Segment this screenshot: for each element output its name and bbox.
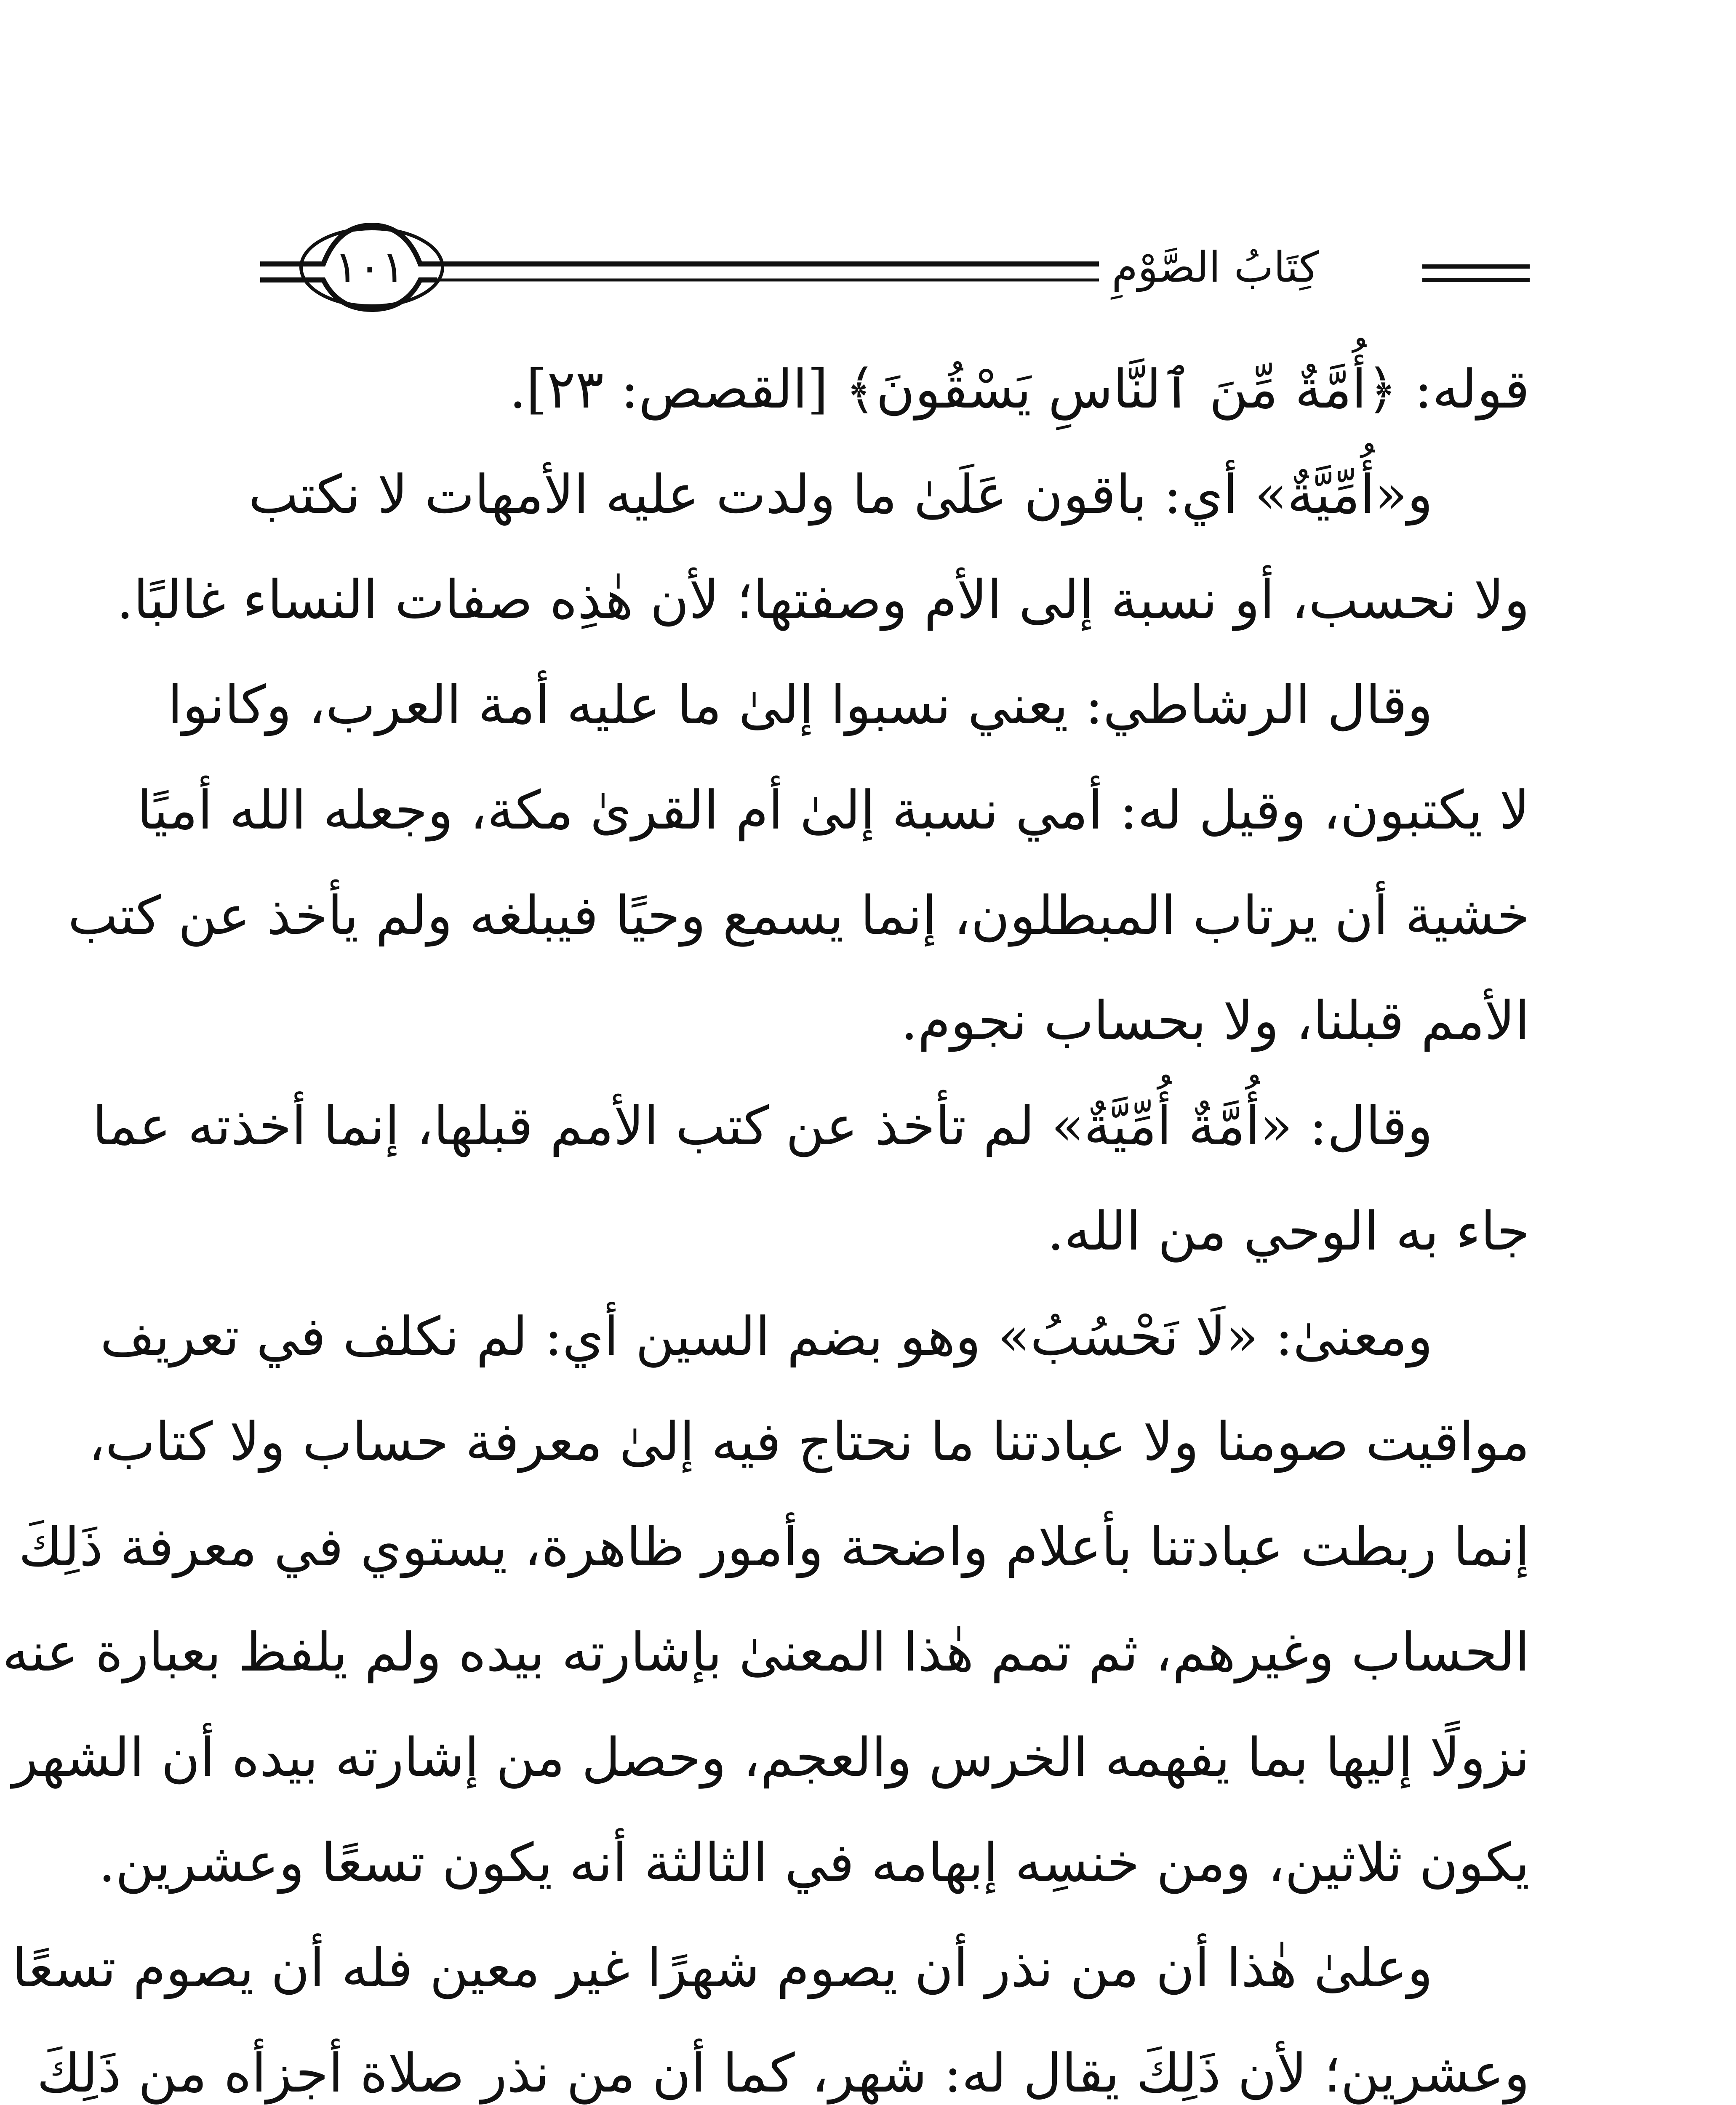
- text-line: جاء به الوحي من الله.: [1047, 1200, 1530, 1262]
- text-line: يكون ثلاثين، ومن خنسِه إبهامه في الثالثة أنه يكون تسعًا وعشرين.: [99, 1832, 1530, 1894]
- page-header: [260, 217, 1530, 318]
- text-line: وعلىٰ هٰذا أن من نذر أن يصوم شهرًا غير معين فله أن يصوم تسعًا: [12, 1937, 1433, 1999]
- running-title: كِتَابُ الصَّوْمِ: [1099, 234, 1332, 301]
- page-number: ١٠١: [334, 241, 405, 293]
- page-body: [2, 337, 1530, 2105]
- text-line: الأمم قبلنا، ولا بحساب نجوم.: [901, 990, 1530, 1052]
- text-line: ومعنىٰ: «لَا نَحْسُبُ» وهو بضم السين أي: لم نكلف في تعريف: [100, 1306, 1433, 1367]
- text-line: وقال الرشاطي: يعني نسبوا إلىٰ ما عليه أمة العرب، وكانوا: [168, 674, 1433, 736]
- header-ornament: [260, 217, 1530, 318]
- text-line: و«أُمِّيَّةٌ» أي: باقون عَلَىٰ ما ولدت عليه الأمهات لا نكتب: [248, 464, 1433, 525]
- text-line: نزولًا إليها بما يفهمه الخرس والعجم، وحصل من إشارته بيده أن الشهر: [12, 1727, 1530, 1788]
- text-line: قوله: ﴿أُمَّةٌ مِّنَ ٱلنَّاسِ يَسْقُونَ﴾ [القصص: ٢٣].: [509, 358, 1530, 420]
- text-line: وقال: «أُمَّةٌ أُمِّيَّةٌ» لم تأخذ عن كتب الأمم قبلها، إنما أخذته عما: [92, 1095, 1433, 1157]
- text-line: مواقيت صومنا ولا عبادتنا ما نحتاج فيه إلىٰ معرفة حساب ولا كتاب،: [88, 1411, 1530, 1473]
- text-line: الحساب وغيرهم، ثم تمم هٰذا المعنىٰ بإشارته بيده ولم يلفظ بعبارة عنه: [2, 1621, 1530, 1683]
- text-line: وعشرين؛ لأن ذَلِكَ يقال له: شهر، كما أن من نذر صلاة أجزأه من ذَلِكَ: [37, 2042, 1530, 2104]
- text-line: ولا نحسب، أو نسبة إلى الأم وصفتها؛ لأن هٰذِه صفات النساء غالبًا.: [116, 569, 1530, 631]
- text-line: لا يكتبون، وقيل له: أمي نسبة إلىٰ أم القرىٰ مكة، وجعله الله أميًا: [137, 779, 1530, 841]
- text-line: إنما ربطت عبادتنا بأعلام واضحة وأمور ظاهرة، يستوي في معرفة ذَلِكَ: [19, 1516, 1530, 1578]
- book-page: [2, 0, 1736, 2105]
- text-line: خشية أن يرتاب المبطلون، إنما يسمع وحيًا فيبلغه ولم يأخذ عن كتب: [68, 885, 1530, 946]
